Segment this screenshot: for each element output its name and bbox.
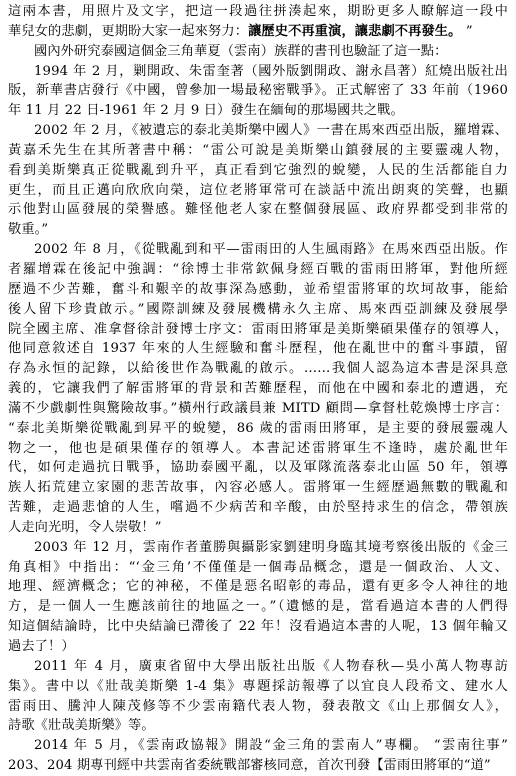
paragraph-opening <box>8 2 508 42</box>
text-line: 2002 年 2 月，《被遺忘的泰北美斯樂中國人》一書在馬來西亞出版，羅增霖、 <box>34 123 508 139</box>
text-line: 角真相》中指出：“‘金三角’不僅僅是一個毒品概念，還是一個政治、人文、 <box>8 559 508 575</box>
text-line: 物之一，他也是碩果僅存的領導人。本書記述雷將軍生不逢時，處於亂世年 <box>8 440 508 456</box>
text-line: 看到美斯樂真正從戰亂到升平，真正看到它強烈的蛻變，人民的生活都能自力 <box>8 162 508 178</box>
text-line: 地理、經濟概念；它的神秘，不僅是惡名昭彰的毒品，還有更多令人神往的地 <box>8 579 508 595</box>
emphasis-text: 讓歷史不再重演，讓悲劇不再發生。 <box>248 23 462 39</box>
text-line: 人走向光明，令人崇敬！” <box>8 519 162 535</box>
paragraph-1994 <box>8 62 508 122</box>
text-line: 2014 年 5 月，《雲南政協報》開設“金三角的雲南人”專欄。 “雲南往事” <box>34 738 508 754</box>
paragraph-2002-feb <box>8 121 508 240</box>
text-line: 他同意敘述自 1937 年來的人生經驗和奮斗歷程，他在亂世中的奮斗事蹟，留 <box>8 341 508 357</box>
text-line: 2003 年 12 月，雲南作者董勝與攝影家劉建明身臨其境考察後出版的《金三 <box>34 539 508 555</box>
text-line: 義的，它讓我們了解雷將軍的背景和苦難歷程，而他在中國和泰北的遭遇，充 <box>8 381 508 397</box>
text-line: 更生，而且正邁向欣欣向榮，這位老將軍常可在談話中流出朗爽的笑聲，也顯 <box>8 182 508 198</box>
text-line: 代，如何走過抗日戰爭，協助泰國平亂，以及軍隊流落泰北山區 50 年，領導 <box>8 460 508 476</box>
paragraph-2011 <box>8 657 508 736</box>
text-line: 1994 年 2 月，剿開政、朱雷奎著（國外版劉開政、謝永昌著）紅燒出版社出 <box>34 63 508 79</box>
text-line: 後人留下珍貴啟示。”國際訓練及發展機構永久主席、馬來西亞訓練及發展學 <box>8 301 508 317</box>
text-line: 示他對山區發展的榮譽感。難怪他老人家在整個發展區、政府界都受到非常的 <box>8 202 508 218</box>
text-line: 苦難，走過悲愴的人生，嚐過不少病苦和辛酸，由於堅持求生的信念，帶領族 <box>8 500 508 516</box>
text-line: 華兒女的悲劇，更期盼大家一起來努力：讓歷史不再重演，讓悲劇不再發生。 ” <box>8 23 473 39</box>
text-line: 版，新華書店發行《中國，曾參加一場最秘密戰爭》。正式解密了 33 年前（1960 <box>8 83 508 99</box>
text-line: 2011 年 4 月，廣東省留中大學出版社出版《人物春秋—吳小萬人物專訪 <box>34 658 508 674</box>
text-line: 203、204 期專刊經中共雲南省委統戰部審核同意，首次刊發【雷雨田將軍的“道” <box>8 758 491 774</box>
text-line: 過去了！） <box>8 639 75 654</box>
text-line: 年 11 月 22 日-1961 年 2 月 9 日）發生在緬甸的那場國共之戰。 <box>8 103 404 119</box>
text-line: 方，是一個人一生應該前往的地區之一。”（遺憾的是，當看過這本書的人們得 <box>8 599 508 615</box>
paragraph-2002-aug <box>8 240 508 538</box>
text-line: “泰北美斯樂從戰亂到昇平的蛻變，86 歲的雷雨田將軍，是主要的發展靈魂人 <box>8 420 508 436</box>
text-line: 國內外研究泰國這個金三角華夏（雲南）族群的書刊也驗証了這一點： <box>34 43 448 59</box>
text-line: 雷雨田、騰沖人陳茂修等不少雲南籍代表人物，發表散文《山上那個女人》， <box>8 698 508 714</box>
text-line: 集》。書中以《壯哉美斯樂 1-4 集》專題採訪報導了以宜良人段希文、建水人 <box>8 678 508 694</box>
text-line: 2002 年 8 月，《從戰亂到和平—雷雨田的人生風雨路》在馬來西亞出版。作 <box>34 242 508 258</box>
text-line: 者羅增霖在後記中強調：“徐博士非常欽佩身經百戰的雷雨田將軍，對他所經 <box>8 261 508 277</box>
text-line: 詩歌《壯哉美斯樂》等。 <box>8 718 155 734</box>
text-line: 黃嘉禾先生在其所著書中稱：“雷公可說是美斯樂山鎮發展的主要靈魂人物， <box>8 142 508 158</box>
paragraph-intro <box>8 42 508 62</box>
text-line: 這兩本書，用照片及文字，把這一段過往拼湊起來，期盼更多人瞭解這一段中 <box>8 4 508 19</box>
text-line: 院全國主席、准拿督徐計發博士序文：雷雨田將軍是美斯樂碩果僅存的領導人， <box>8 321 508 337</box>
text-line: 敬重。” <box>8 222 49 238</box>
text-line: 存為永恒的記錄，以給後世作為戰亂的啟示。……我個人認為這本書是深具意 <box>8 361 508 377</box>
paragraph-2014 <box>8 736 508 776</box>
paragraph-2003 <box>8 538 508 657</box>
text-line: 滿不少戲劇性與驚險故事。”橫州行政議員兼 MITD 顧問—拿督杜乾煥博士序言： <box>8 400 508 416</box>
text-line: 歷過不少苦難，奮斗和艱辛的故事深為感動，並希望雷將軍的坎坷故事，能給 <box>8 281 508 297</box>
text-line: 知這個結論時，比中央結論已滯後了 22 年！沒看過這本書的人呢，13 個年輪又 <box>8 619 508 635</box>
text-line: 族人拓荒建立家園的悲苦故事，內容必感人。雷將軍一生經歷過無數的戰亂和 <box>8 480 508 496</box>
